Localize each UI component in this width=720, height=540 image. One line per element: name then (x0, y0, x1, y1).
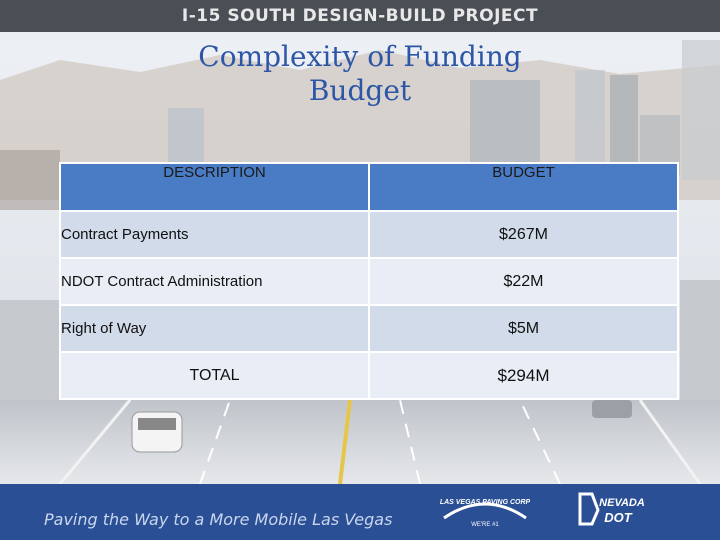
table-row (60, 258, 678, 305)
row-description: NDOT Contract Administration (60, 258, 369, 305)
logo-left-text: LAS VEGAS PAVING CORP (440, 499, 530, 506)
logo-right-text1: NEVADA (599, 497, 645, 509)
title-line-2: Budget (308, 74, 412, 107)
budget-table (59, 162, 679, 400)
logo-left-sub: WE'RE #1 (471, 522, 499, 528)
total-row (60, 352, 678, 399)
total-budget: $294M (369, 352, 678, 399)
row-budget: $267M (369, 211, 678, 258)
slide-title (160, 40, 560, 108)
project-banner: I-15 SOUTH DESIGN-BUILD PROJECT (0, 0, 720, 32)
header-description: DESCRIPTION (60, 163, 369, 211)
total-label: TOTAL (60, 352, 369, 399)
title-line-1: Complexity of Funding (198, 40, 522, 73)
table-row (60, 211, 678, 258)
table-header-row (60, 163, 678, 211)
las-vegas-paving-logo (440, 488, 530, 530)
nevada-dot-logo (578, 490, 650, 528)
row-budget: $22M (369, 258, 678, 305)
footer-tagline: Paving the Way to a More Mobile Las Vegas (44, 510, 393, 529)
row-description: Contract Payments (60, 211, 369, 258)
table-row (60, 305, 678, 352)
row-budget: $5M (369, 305, 678, 352)
row-description: Right of Way (60, 305, 369, 352)
header-budget: BUDGET (369, 163, 678, 211)
logo-right-text2: DOT (604, 510, 632, 525)
